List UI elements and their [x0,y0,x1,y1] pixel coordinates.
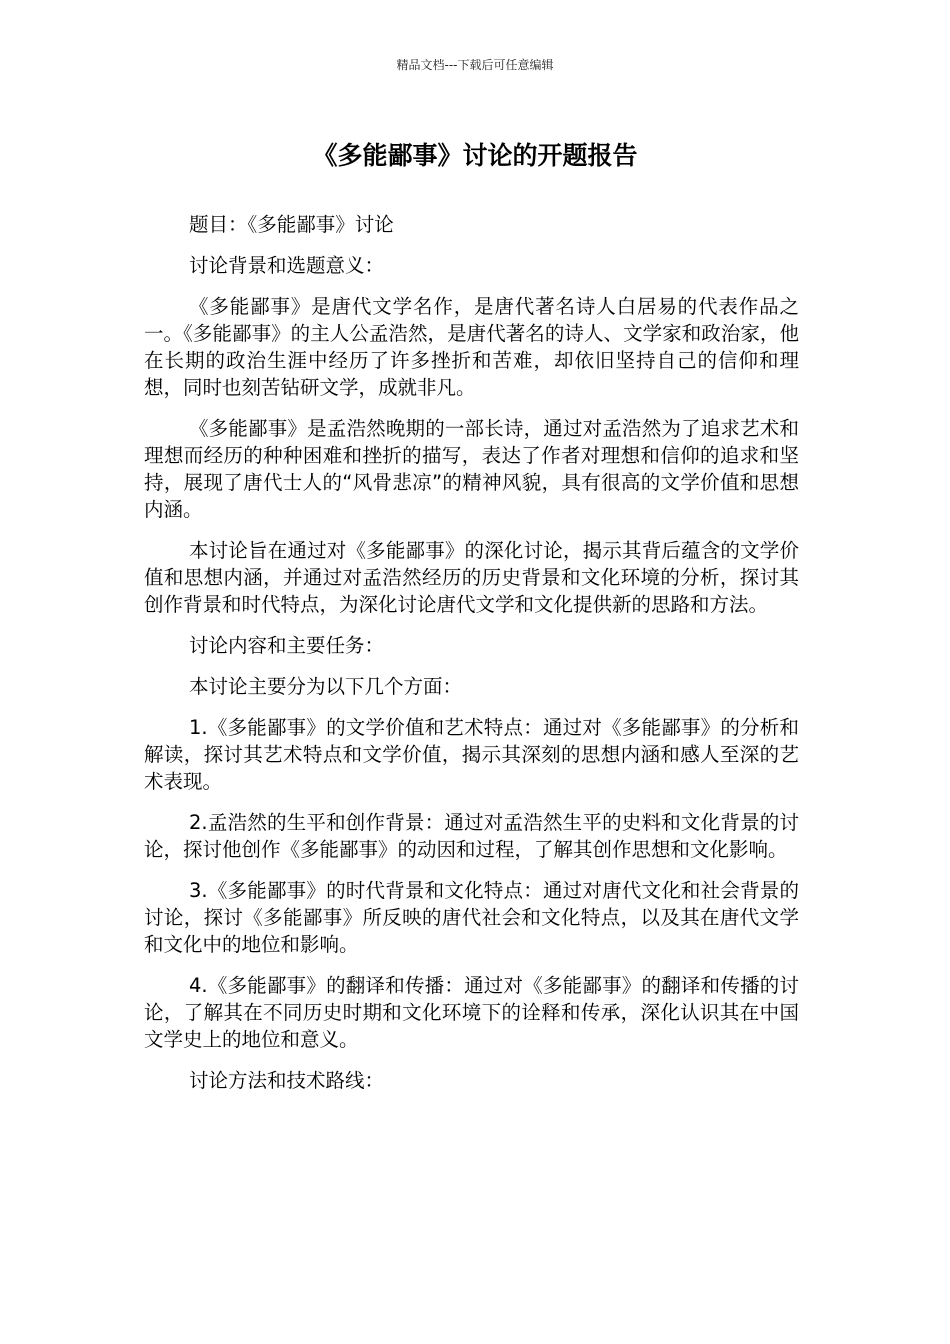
page-title: 《多能鄙事》讨论的开题报告 [312,141,638,170]
section-heading-background: 讨论背景和选题意义： [189,254,385,277]
section-heading-methods: 讨论方法和技术路线： [189,1069,385,1092]
body-paragraph: 《多能鄙事》是唐代文学名作，是唐代著名诗人白居易的代表作品之一。《多能鄙事》的主人公孟浩然，是唐代著名的诗人、文学家和政治家，他在长期的政治生涯中经历了许多挫折和苦难，却依旧坚持自己的信仰和理想，同时也刻苦钻研文学，成就非凡。 [144,295,799,399]
list-item: 3.《多能鄙事》的时代背景和文化特点：通过对唐代文化和社会背景的讨论，探讨《多能鄙事》所反映的唐代社会和文化特点，以及其在唐代文学和文化中的地位和影响。 [144,879,799,956]
list-item: 1.《多能鄙事》的文学价值和艺术特点：通过对《多能鄙事》的分析和解读，探讨其艺术特点和文学价值，揭示其深刻的思想内涵和感人至深的艺术表现。 [144,716,799,793]
list-item: 4.《多能鄙事》的翻译和传播：通过对《多能鄙事》的翻译和传播的讨论，了解其在不同历史时期和文化环境下的诠释和传承，深化认识其在中国文学史上的地位和意义。 [144,974,799,1051]
body-paragraph: 《多能鄙事》是孟浩然晚期的一部长诗，通过对孟浩然为了追求艺术和理想而经历的种种困难和挫折的描写，表达了作者对理想和信仰的追求和坚持，展现了唐代士人的“风骨悲凉”的精神风貌，具有很高的文学价值和思想内涵。 [144,417,799,521]
document-body [144,211,799,1108]
body-paragraph: 本讨论旨在通过对《多能鄙事》的深化讨论，揭示其背后蕴含的文学价值和思想内涵，并通过对孟浩然经历的历史背景和文化环境的分析，探讨其创作背景和时代特点，为深化讨论唐代文学和文化提供新的思路和方法。 [144,539,799,616]
header-note: 精品文档---下载后可任意编辑 [396,58,554,72]
section-heading-content: 讨论内容和主要任务： [189,634,385,657]
body-paragraph: 本讨论主要分为以下几个方面： [189,675,463,698]
list-item: 2.孟浩然的生平和创作背景：通过对孟浩然生平的史料和文化背景的讨论，探讨他创作《多能鄙事》的动因和过程，了解其创作思想和文化影响。 [144,811,799,861]
topic-line: 题目：《多能鄙事》讨论 [189,213,394,236]
